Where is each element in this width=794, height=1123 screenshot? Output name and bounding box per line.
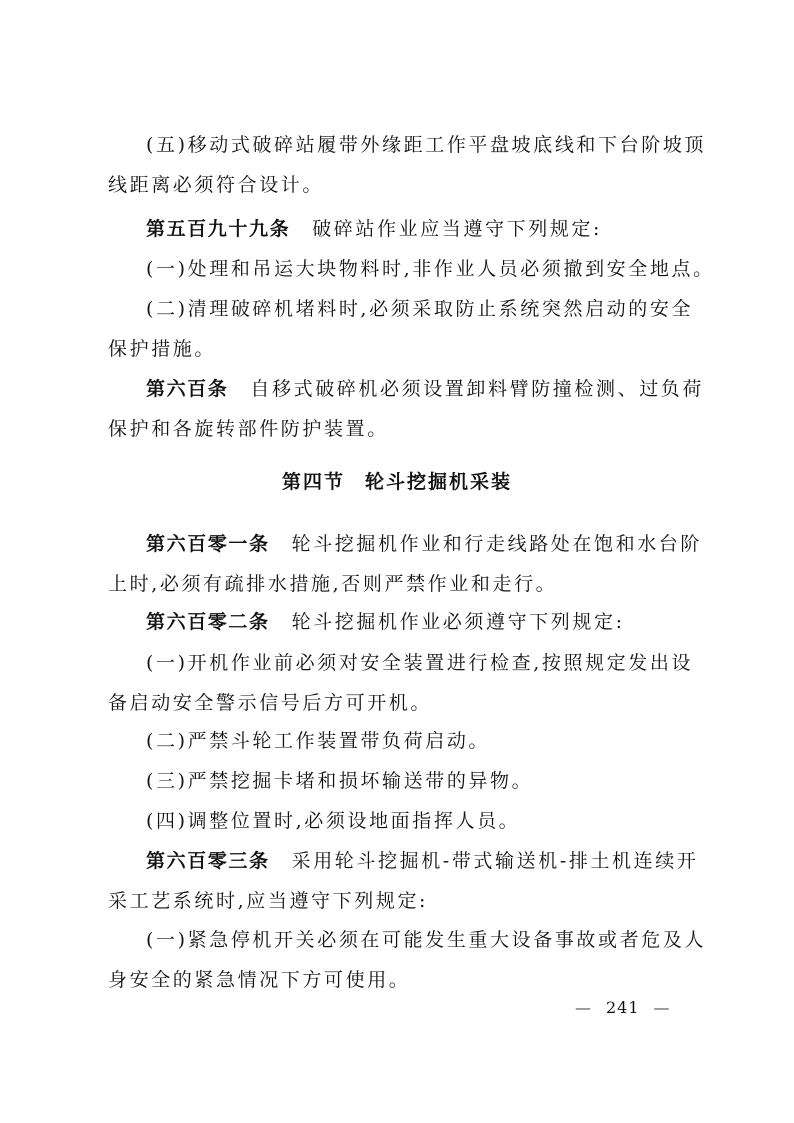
section-title: 轮斗挖掘机采装 (365, 471, 513, 493)
paragraph-line: (一)紧急停机开关必须在可能发生重大设备事故或者危及人 (146, 929, 707, 951)
article-number: 第五百九十九条 (146, 218, 291, 240)
section-number: 第四节 (281, 471, 345, 493)
article-number: 第六百条 (146, 378, 229, 400)
article-601: 第六百零一条 轮斗挖掘机作业和行走线路处在饱和水台阶 (146, 533, 703, 555)
article-599: 第五百九十九条 破碎站作业应当遵守下列规定: (146, 218, 603, 240)
paragraph-line: (二)严禁斗轮工作装置带负荷启动。 (146, 730, 491, 752)
paragraph-line: (三)严禁挖掘卡堵和损坏输送带的异物。 (146, 770, 534, 792)
page-number-value: 241 (606, 998, 640, 1017)
paragraph-line: 保护和各旋转部件防护装置。 (108, 418, 389, 440)
paragraph-line: 上时,必须有疏排水措施,否则严禁作业和走行。 (108, 573, 558, 595)
paragraph-line: (四)调整位置时,必须设地面指挥人员。 (146, 810, 521, 832)
page-number-dash-left: — (575, 998, 592, 1017)
paragraph-line: 备启动安全警示信号后方可开机。 (108, 692, 433, 714)
article-number: 第六百零一条 (146, 533, 270, 555)
page-number (575, 996, 671, 1020)
paragraph-line: 身安全的紧急情况下方可使用。 (108, 969, 411, 991)
paragraph-line: 保护措施。 (108, 338, 217, 360)
paragraph-line: 采工艺系统时,应当遵守下列规定: (108, 890, 429, 912)
article-number: 第六百零二条 (146, 611, 270, 633)
paragraph-line: (一)处理和吊运大块物料时,非作业人员必须撤到安全地点。 (146, 258, 715, 280)
section-heading (0, 462, 794, 502)
article-number: 第六百零三条 (146, 850, 270, 872)
paragraph-line: 线距离必须符合设计。 (108, 174, 325, 196)
paragraph-line: (五)移动式破碎站履带外缘距工作平盘坡底线和下台阶坡顶 (146, 134, 707, 156)
article-600: 第六百条 自移式破碎机必须设置卸料臂防撞检测、过负荷 (146, 378, 705, 400)
article-603: 第六百零三条 采用轮斗挖掘机-带式输送机-排土机连续开 (146, 850, 699, 872)
page-number-dash-right: — (653, 998, 671, 1017)
article-602: 第六百零二条 轮斗挖掘机作业必须遵守下列规定: (146, 611, 625, 633)
paragraph-line: (二)清理破碎机堵料时,必须采取防止系统突然启动的安全 (146, 298, 694, 320)
paragraph-line: (一)开机作业前必须对安全装置进行检查,按照规定发出设 (146, 652, 694, 674)
